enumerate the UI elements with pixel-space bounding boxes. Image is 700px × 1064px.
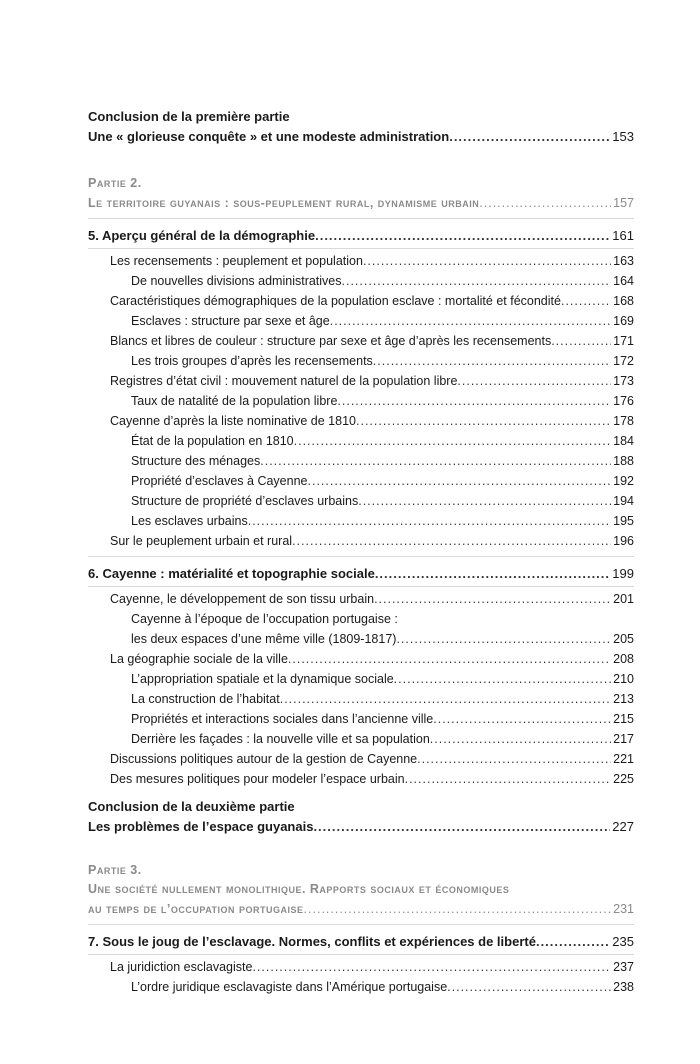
dot-leader	[375, 564, 610, 584]
entry-title: Des mesures politiques pour modeler l’espace urbain	[110, 772, 405, 786]
dot-leader	[337, 391, 611, 411]
entry-title: Propriétés et interactions sociales dans l’ancienne ville	[131, 712, 434, 726]
dot-leader	[342, 271, 612, 291]
toc-entry[interactable]	[131, 977, 634, 997]
dot-leader	[430, 729, 611, 749]
entry-title: L’appropriation spatiale et la dynamique sociale	[131, 672, 394, 686]
toc-entry[interactable]	[131, 689, 634, 709]
chapter-title: 7. Sous le joug de l’esclavage. Normes, conflits et expériences de liberté	[88, 934, 536, 949]
toc-entry[interactable]	[131, 431, 634, 451]
toc-entry-chapter-7[interactable]	[88, 932, 634, 952]
page-number: 196	[613, 534, 634, 548]
entry-title: Les problèmes de l’espace guyanais	[88, 819, 314, 834]
divider	[88, 924, 634, 925]
dot-leader	[330, 311, 611, 331]
page-number: 178	[613, 414, 634, 428]
dot-leader	[457, 371, 611, 391]
page-number: 231	[613, 902, 634, 916]
page-number: 215	[613, 712, 634, 726]
entry-title: Les recensements : peuplement et population	[110, 254, 363, 268]
entry-title: Sur le peuplement urbain et rural	[110, 534, 293, 548]
page-number: 168	[613, 294, 634, 308]
dot-leader	[313, 817, 610, 837]
dot-leader	[315, 226, 610, 246]
divider	[88, 586, 634, 587]
dot-leader	[551, 331, 611, 351]
part-2-label: Partie 2.	[88, 176, 142, 190]
toc-entry[interactable]	[131, 491, 634, 511]
dot-leader	[396, 629, 611, 649]
page-number: 205	[613, 632, 634, 646]
dot-leader	[288, 649, 611, 669]
entry-title: La construction de l’habitat	[131, 692, 280, 706]
page-number: 161	[612, 228, 634, 243]
dot-leader	[280, 689, 611, 709]
toc-entry[interactable]	[110, 589, 634, 609]
page-number: 173	[613, 374, 634, 388]
toc-entry-part-2[interactable]	[88, 193, 634, 213]
entry-title: Les esclaves urbains	[131, 514, 248, 528]
dot-leader	[294, 431, 612, 451]
page-number: 194	[613, 494, 634, 508]
conclusion-1-heading: Conclusion de la première partie	[88, 109, 290, 124]
table-of-contents	[88, 107, 634, 997]
toc-entry[interactable]	[131, 629, 634, 649]
entry-title: Esclaves : structure par sexe et âge	[131, 314, 330, 328]
toc-entry[interactable]	[131, 511, 634, 531]
page-number: 199	[612, 566, 634, 581]
page-number: 171	[613, 334, 634, 348]
toc-entry[interactable]	[110, 769, 634, 789]
entry-title: Derrière les façades : la nouvelle ville et sa population	[131, 732, 430, 746]
page-number: 195	[613, 514, 634, 528]
page-number: 201	[613, 592, 634, 606]
dot-leader	[248, 511, 611, 531]
chapter-title: 6. Cayenne : matérialité et topographie sociale	[88, 566, 375, 581]
divider	[88, 556, 634, 557]
dot-leader	[374, 589, 611, 609]
toc-entry[interactable]	[131, 311, 634, 331]
toc-entry[interactable]	[110, 251, 634, 271]
dot-leader	[363, 251, 611, 271]
page-number: 188	[613, 454, 634, 468]
page-number: 184	[613, 434, 634, 448]
entry-title: Les trois groupes d’après les recensements	[131, 354, 373, 368]
dot-leader	[479, 193, 611, 213]
conclusion-2-heading: Conclusion de la deuxième partie	[88, 799, 295, 814]
toc-entry[interactable]	[110, 371, 634, 391]
dot-leader	[449, 127, 610, 147]
dot-leader	[447, 977, 611, 997]
entry-title: Discussions politiques autour de la gestion de Cayenne	[110, 752, 418, 766]
toc-entry[interactable]	[131, 609, 634, 629]
entry-title: Blancs et libres de couleur : structure par sexe et âge d’après les recensements	[110, 334, 552, 348]
dot-leader	[373, 351, 611, 371]
dot-leader	[304, 899, 612, 919]
page-number: 213	[613, 692, 634, 706]
entry-title: Cayenne d’après la liste nominative de 1810	[110, 414, 356, 428]
page-number: 217	[613, 732, 634, 746]
entry-title: Caractéristiques démographiques de la population esclave : mortalité et fécondité	[110, 294, 561, 308]
dot-leader	[292, 531, 611, 551]
part-3-title-line-2: au temps de l’occupation portugaise	[88, 902, 304, 916]
toc-entry[interactable]	[110, 331, 634, 351]
page-number: 172	[613, 354, 634, 368]
divider	[88, 218, 634, 219]
toc-entry[interactable]	[131, 271, 634, 291]
page-number: 210	[613, 672, 634, 686]
page-number: 208	[613, 652, 634, 666]
page-number: 227	[612, 819, 634, 834]
page-number: 169	[613, 314, 634, 328]
toc-entry-chapter-5[interactable]	[88, 226, 634, 246]
chapter-title: 5. Aperçu général de la démographie	[88, 228, 316, 243]
entry-title: Cayenne à l’époque de l’occupation portugaise :	[131, 612, 398, 626]
dot-leader	[405, 769, 612, 789]
entry-title: Structure de propriété d’esclaves urbains	[131, 494, 359, 508]
dot-leader	[433, 709, 611, 729]
toc-entry[interactable]	[131, 391, 634, 411]
toc-entry-conclusion-2[interactable]	[88, 817, 634, 837]
dot-leader	[394, 669, 611, 689]
entry-title: La juridiction esclavagiste	[110, 960, 253, 974]
page-number: 237	[613, 960, 634, 974]
page-number: 221	[613, 752, 634, 766]
dot-leader	[308, 471, 612, 491]
toc-entry[interactable]	[131, 471, 634, 491]
entry-title: Structure des ménages	[131, 454, 261, 468]
toc-entry[interactable]	[131, 729, 634, 749]
toc-entry-conclusion-1[interactable]	[88, 127, 634, 147]
toc-entry[interactable]	[131, 709, 634, 729]
dot-leader	[252, 957, 611, 977]
dot-leader	[417, 749, 611, 769]
page-number: 163	[613, 254, 634, 268]
entry-title: L’ordre juridique esclavagiste dans l’Amérique portugaise	[131, 980, 448, 994]
page-number: 157	[613, 196, 634, 210]
toc-entry[interactable]	[131, 351, 634, 371]
divider	[88, 954, 634, 955]
dot-leader	[356, 411, 611, 431]
page-number: 176	[613, 394, 634, 408]
entry-title: Taux de natalité de la population libre	[131, 394, 338, 408]
part-3-label: Partie 3.	[88, 863, 142, 877]
toc-entry[interactable]	[131, 451, 634, 471]
page-number: 164	[613, 274, 634, 288]
dot-leader	[260, 451, 611, 471]
dot-leader	[561, 291, 611, 311]
page-number: 192	[613, 474, 634, 488]
dot-leader	[536, 932, 610, 952]
entry-title: Une « glorieuse conquête » et une modeste administration	[88, 129, 450, 144]
toc-entry[interactable]	[131, 669, 634, 689]
entry-title: De nouvelles divisions administratives	[131, 274, 342, 288]
toc-entry-chapter-6[interactable]	[88, 564, 634, 584]
page-number: 235	[612, 934, 634, 949]
page-number: 153	[612, 129, 634, 144]
part-2-title: Le territoire guyanais : sous-peuplement rural, dynamisme urbain	[88, 196, 480, 210]
toc-entry[interactable]	[110, 957, 634, 977]
entry-title: les deux espaces d’une même ville (1809-1817)	[131, 632, 397, 646]
toc-entry[interactable]	[110, 749, 634, 769]
page-number: 225	[613, 772, 634, 786]
toc-entry[interactable]	[110, 411, 634, 431]
toc-entry[interactable]	[110, 531, 634, 551]
entry-title: État de la population en 1810	[131, 434, 294, 448]
page-number: 238	[613, 980, 634, 994]
entry-title: Registres d’état civil : mouvement naturel de la population libre	[110, 374, 458, 388]
entry-title: La géographie sociale de la ville	[110, 652, 288, 666]
dot-leader	[358, 491, 611, 511]
entry-title: Propriété d’esclaves à Cayenne	[131, 474, 308, 488]
entry-title: Cayenne, le développement de son tissu urbain	[110, 592, 375, 606]
toc-entry-part-3[interactable]	[88, 899, 634, 919]
toc-entry[interactable]	[110, 649, 634, 669]
divider	[88, 248, 634, 249]
part-3-title-line-1: Une société nullement monolithique. Rapports sociaux et économiques	[88, 882, 510, 896]
toc-entry[interactable]	[110, 291, 634, 311]
